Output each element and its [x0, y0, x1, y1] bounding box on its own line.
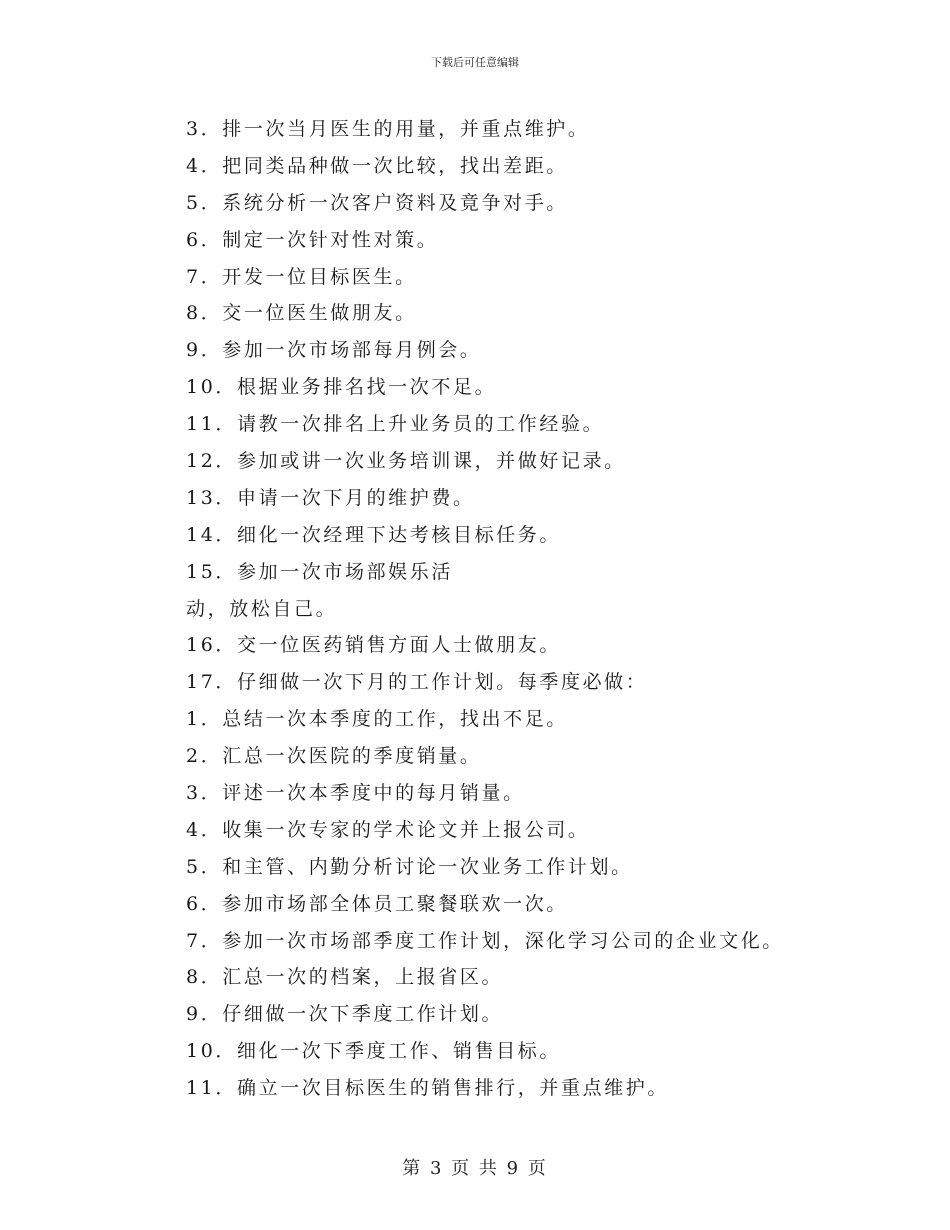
list-item: 10．根据业务排名找一次不足。: [186, 376, 497, 399]
page-footer: 第 3 页 共 9 页: [402, 1158, 548, 1179]
list-item: 11．确立一次目标医生的销售排行，并重点维护。: [186, 1077, 669, 1100]
list-item: 6．参加市场部全体员工聚餐联欢一次。: [186, 892, 568, 915]
list-item: 动，放松自己。: [186, 597, 338, 620]
list-item: 9．参加一次市场部每月例会。: [186, 339, 482, 362]
list-item: 1．总结一次本季度的工作，找出不足。: [186, 708, 568, 731]
list-item: 11．请教一次排名上升业务员的工作经验。: [186, 413, 605, 436]
page-header: 下载后可任意编辑: [431, 56, 519, 69]
list-item: 7．开发一位目标医生。: [186, 265, 417, 288]
list-item: 8．汇总一次的档案，上报省区。: [186, 966, 504, 989]
list-item: 17．仔细做一次下月的工作计划。每季度必做：: [186, 671, 648, 694]
list-item: 3．评述一次本季度中的每月销量。: [186, 782, 525, 805]
document-body: [186, 111, 866, 1107]
list-item: 10．细化一次下季度工作、销售目标。: [186, 1040, 561, 1063]
list-item: 9．仔细做一次下季度工作计划。: [186, 1003, 504, 1026]
list-item: 15．参加一次市场部娱乐活: [186, 560, 453, 583]
list-item: 7．参加一次市场部季度工作计划，深化学习公司的企业文化。: [186, 929, 784, 952]
list-item: 4．把同类品种做一次比较，找出差距。: [186, 154, 568, 177]
list-item: 2．汇总一次医院的季度销量。: [186, 745, 482, 768]
list-item: 4．收集一次专家的学术论文并上报公司。: [186, 818, 590, 841]
list-item: 13．申请一次下月的维护费。: [186, 486, 475, 509]
list-item: 16．交一位医药销售方面人士做朋友。: [186, 634, 561, 657]
list-item: 6．制定一次针对性对策。: [186, 228, 439, 251]
list-item: 5．系统分析一次客户资料及竟争对手。: [186, 191, 568, 214]
list-item: 8．交一位医生做朋友。: [186, 302, 417, 325]
list-item: 5．和主管、内勤分析讨论一次业务工作计划。: [186, 855, 633, 878]
list-item: 3．排一次当月医生的用量，并重点维护。: [186, 118, 590, 140]
list-item: 12．参加或讲一次业务培训课，并做好记录。: [186, 450, 626, 473]
list-item: 14．细化一次经理下达考核目标任务。: [186, 523, 561, 546]
